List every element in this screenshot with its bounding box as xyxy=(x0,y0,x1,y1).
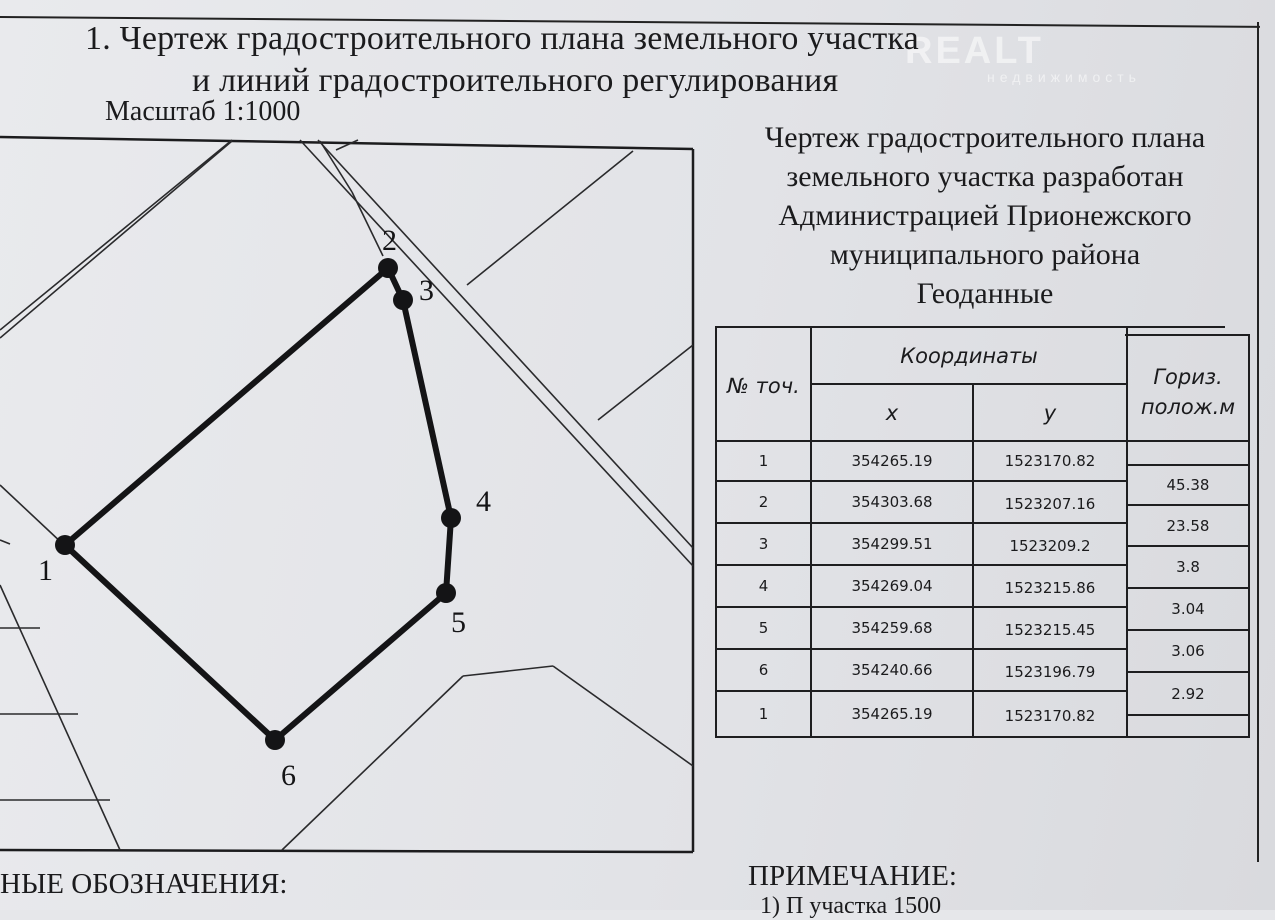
document-title-line-2: и линий градостроительного регулирования xyxy=(192,62,839,99)
header-point-number: № точ. xyxy=(727,374,800,398)
point-label-4: 4 xyxy=(476,485,491,518)
map-frame-bottom xyxy=(0,850,693,852)
parcel-point-4 xyxy=(441,508,461,528)
row-4-y: 1523215.86 xyxy=(1004,579,1096,597)
document-title-line-1: 1. Чертеж градостроительного плана земельного участка xyxy=(85,20,919,57)
point-label-3: 3 xyxy=(419,274,434,307)
scale-label: Масштаб 1:1000 xyxy=(105,96,301,127)
info-line: земельного участка разработан xyxy=(786,160,1184,193)
distance-1-2: 45.38 xyxy=(1166,476,1210,494)
row-2-y: 1523207.16 xyxy=(1004,495,1096,513)
header-coordinates: Координаты xyxy=(900,344,1038,368)
row-3-y: 1523209.2 xyxy=(1009,537,1091,555)
row-5-y: 1523215.45 xyxy=(1004,621,1096,639)
point-label-1: 1 xyxy=(38,554,53,587)
info-line: муниципального района xyxy=(829,238,1141,271)
info-line: Геоданные xyxy=(916,277,1054,310)
row-6-y: 1523196.79 xyxy=(1004,663,1096,681)
note-heading: ПРИМЕЧАНИЕ: xyxy=(748,860,957,892)
row-7-number: 1 xyxy=(758,705,769,723)
legend-heading: НЫЕ ОБОЗНАЧЕНИЯ: xyxy=(0,868,288,900)
row-5-x: 354259.68 xyxy=(851,619,933,637)
row-6-number: 6 xyxy=(758,661,769,679)
row-1-number: 1 xyxy=(758,452,769,470)
row-3-x: 354299.51 xyxy=(851,535,933,553)
distance-3-4: 3.8 xyxy=(1176,558,1200,576)
point-label-6: 6 xyxy=(281,759,296,792)
point-label-5: 5 xyxy=(451,606,466,639)
cadastral-lines xyxy=(0,140,693,850)
row-2-x: 354303.68 xyxy=(851,493,933,511)
parcel-point-6 xyxy=(265,730,285,750)
row-3-number: 3 xyxy=(758,535,769,553)
row-1-y: 1523170.82 xyxy=(1004,452,1096,470)
row-4-x: 354269.04 xyxy=(851,577,933,595)
parcel-point-5 xyxy=(436,583,456,603)
parcel-point-2 xyxy=(378,258,398,278)
row-5-number: 5 xyxy=(758,619,769,637)
row-7-x: 354265.19 xyxy=(851,705,933,723)
row-7-y: 1523170.82 xyxy=(1004,707,1096,725)
row-4-number: 4 xyxy=(758,577,769,595)
map-frame-top xyxy=(0,137,693,149)
row-1-x: 354265.19 xyxy=(851,452,933,470)
distance-4-5: 3.04 xyxy=(1171,600,1205,618)
distance-5-6: 3.06 xyxy=(1171,642,1205,660)
header-y: у xyxy=(1043,401,1057,425)
row-2-number: 2 xyxy=(758,493,769,511)
watermark-logo: REALT xyxy=(905,30,1044,72)
watermark-subtitle: недвижимость xyxy=(987,69,1141,85)
info-line: Чертеж градостроительного плана xyxy=(764,121,1206,154)
parcel-point-1 xyxy=(55,535,75,555)
info-line: Администрацией Прионежского xyxy=(778,199,1192,232)
header-x: х xyxy=(885,401,899,425)
geodata-table xyxy=(715,326,1260,738)
point-label-2: 2 xyxy=(382,224,397,257)
row-6-x: 354240.66 xyxy=(851,661,933,679)
header-horizontal-1: Гориз. xyxy=(1153,365,1223,389)
header-horizontal-2: полож.м xyxy=(1140,395,1236,419)
distance-6-1: 2.92 xyxy=(1171,684,1205,703)
distance-2-3: 23.58 xyxy=(1166,516,1210,535)
note-text-fragment: 1) П участка 1500 xyxy=(760,893,942,919)
parcel-boundary xyxy=(65,268,451,740)
parcel-point-3 xyxy=(393,290,413,310)
